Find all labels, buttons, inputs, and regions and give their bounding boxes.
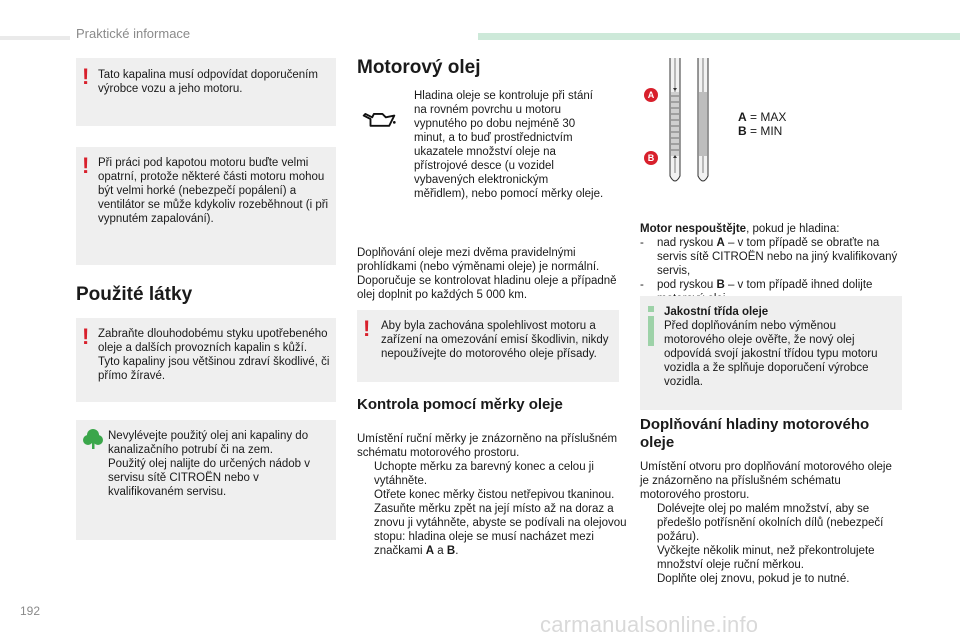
- refill-paragraph: Doplňování oleje mezi dvěma pravidelnými prohlídkami (nebo výměnami oleje) je normální. Doporučuje se kontrolovat hladinu oleje a případně olej doplnit po každých 5 000 km.: [357, 247, 617, 301]
- list-item: Uchopte měrku za barevný konec a celou ji vytáhněte.: [374, 461, 594, 487]
- oil-can-icon: [362, 108, 396, 130]
- warning-text: Zabraňte dlouhodobému styku upotřebeného oleje a dalších provozních kapalin s kůží. Tyto kapaliny jsou většinou zdraví škodlivé, či přímo žíravé.: [98, 328, 330, 382]
- eco-box: [76, 420, 336, 540]
- leaf-icon: [82, 428, 104, 450]
- marker-badge-b: B: [644, 151, 658, 165]
- warning-box-engine: [76, 147, 336, 265]
- warning-text: Tato kapalina musí odpovídat doporučením výrobce vozu a jeho motoru.: [98, 69, 318, 95]
- list-item: - pod ryskou B – v tom případě ihned dolijte: [640, 279, 873, 291]
- list-item: Zasuňte měrku zpět na její místo až na doraz a znovu ji vytáhněte, abyste se podívali na olejovou stopu: hladina oleje se musí nacházet mezi značkami A a B.: [374, 503, 627, 557]
- refill-intro: Umístění otvoru pro doplňování motorového oleje je znázorněno na příslušném schématu motorového prostoru.: [640, 461, 892, 501]
- warning-box-additives: [357, 310, 619, 382]
- info-box-oil-grade: [640, 296, 902, 410]
- list-item: - nad ryskou A – v tom případě se obraťte na servis sítě CITROËN nebo na jiný kvalifikovaný servis,: [640, 237, 898, 277]
- info-title: Jakostní třída oleje: [664, 306, 769, 318]
- warning-box-fluid: [76, 58, 336, 126]
- subsection-title-dipstick: Kontrola pomocí měrky oleje: [357, 396, 563, 413]
- list-item: Doplňte olej znovu, pokud je to nutné.: [657, 573, 850, 585]
- section-title-used-fluids: Použité látky: [76, 284, 193, 305]
- intro-paragraph: Hladina oleje se kontroluje při stání na rovném povrchu u motoru vypnutého po dobu nejméně 30 minut, a to buď prostřednictvím ukazatele množství oleje na přístrojové desce (u vozidel vybavených elektronickým měřidlem), nebo pomocí měrky oleje.: [414, 90, 604, 200]
- warning-icon: !: [82, 324, 90, 349]
- page-title-engine-oil: Motorový olej: [357, 57, 481, 78]
- marker-badge-a: A: [644, 88, 658, 102]
- header-rule-left: [0, 36, 70, 40]
- list-item: Dolévejte olej po malém množství, aby se předešlo potřísnění okolních dílů (nebezpečí požáru).: [657, 503, 884, 543]
- legend-max: A = MAX: [738, 110, 787, 124]
- section-header-title: Praktické informace: [76, 26, 191, 41]
- warning-text: Aby byla zachována spolehlivost motoru a zařízení na omezování emisí škodlivin, nikdy nepoužívejte do motorového oleje přísady.: [381, 320, 609, 360]
- info-text: Před doplňováním nebo výměnou motorového oleje ověřte, že nový olej odpovídá svojí jakostní třídou typu motoru vozidla a že splňuje doporučení výrobce vozidla.: [664, 320, 878, 388]
- refill-steps: [640, 502, 910, 586]
- subsection-title-refill: Doplňování hladiny motorového oleje: [640, 416, 870, 451]
- page-number: 192: [20, 604, 41, 618]
- dipstick-steps: [357, 460, 627, 558]
- list-item: Vyčkejte několik minut, než překontrolujete množství oleje ruční měrkou.: [657, 545, 875, 571]
- legend-min: B = MIN: [738, 124, 783, 138]
- info-icon: [648, 316, 654, 346]
- warning-icon: !: [82, 153, 90, 178]
- dipstick-illustration: [660, 58, 720, 188]
- warning-icon: !: [363, 316, 371, 341]
- warning-text: Při práci pod kapotou motoru buďte velmi opatrní, protože některé části motoru mohou být velmi horké (nebezpečí popálení) a ventilátor se může kdykoliv rozeběhnout (i při vypnutém zapalování).: [98, 157, 329, 225]
- eco-text: Nevylévejte použitý olej ani kapaliny do kanalizačního potrubí či na zem. Použitý olej nalijte do určených nádob v servisu sítě CITROËN nebo v kvalifikovaném servisu.: [108, 430, 311, 498]
- do-not-start-intro: Motor nespouštějte, pokud je hladina:: [640, 223, 840, 235]
- list-item: Otřete konec měrky čistou netřepivou tkaninou.: [374, 489, 615, 501]
- header-rule-right: [478, 33, 960, 40]
- watermark: carmanualsonline.info: [540, 612, 759, 637]
- dipstick-intro: Umístění ruční měrky je znázorněno na příslušném schématu motorového prostoru.: [357, 433, 618, 459]
- warning-icon: !: [82, 64, 90, 89]
- warning-box-skin: [76, 318, 336, 402]
